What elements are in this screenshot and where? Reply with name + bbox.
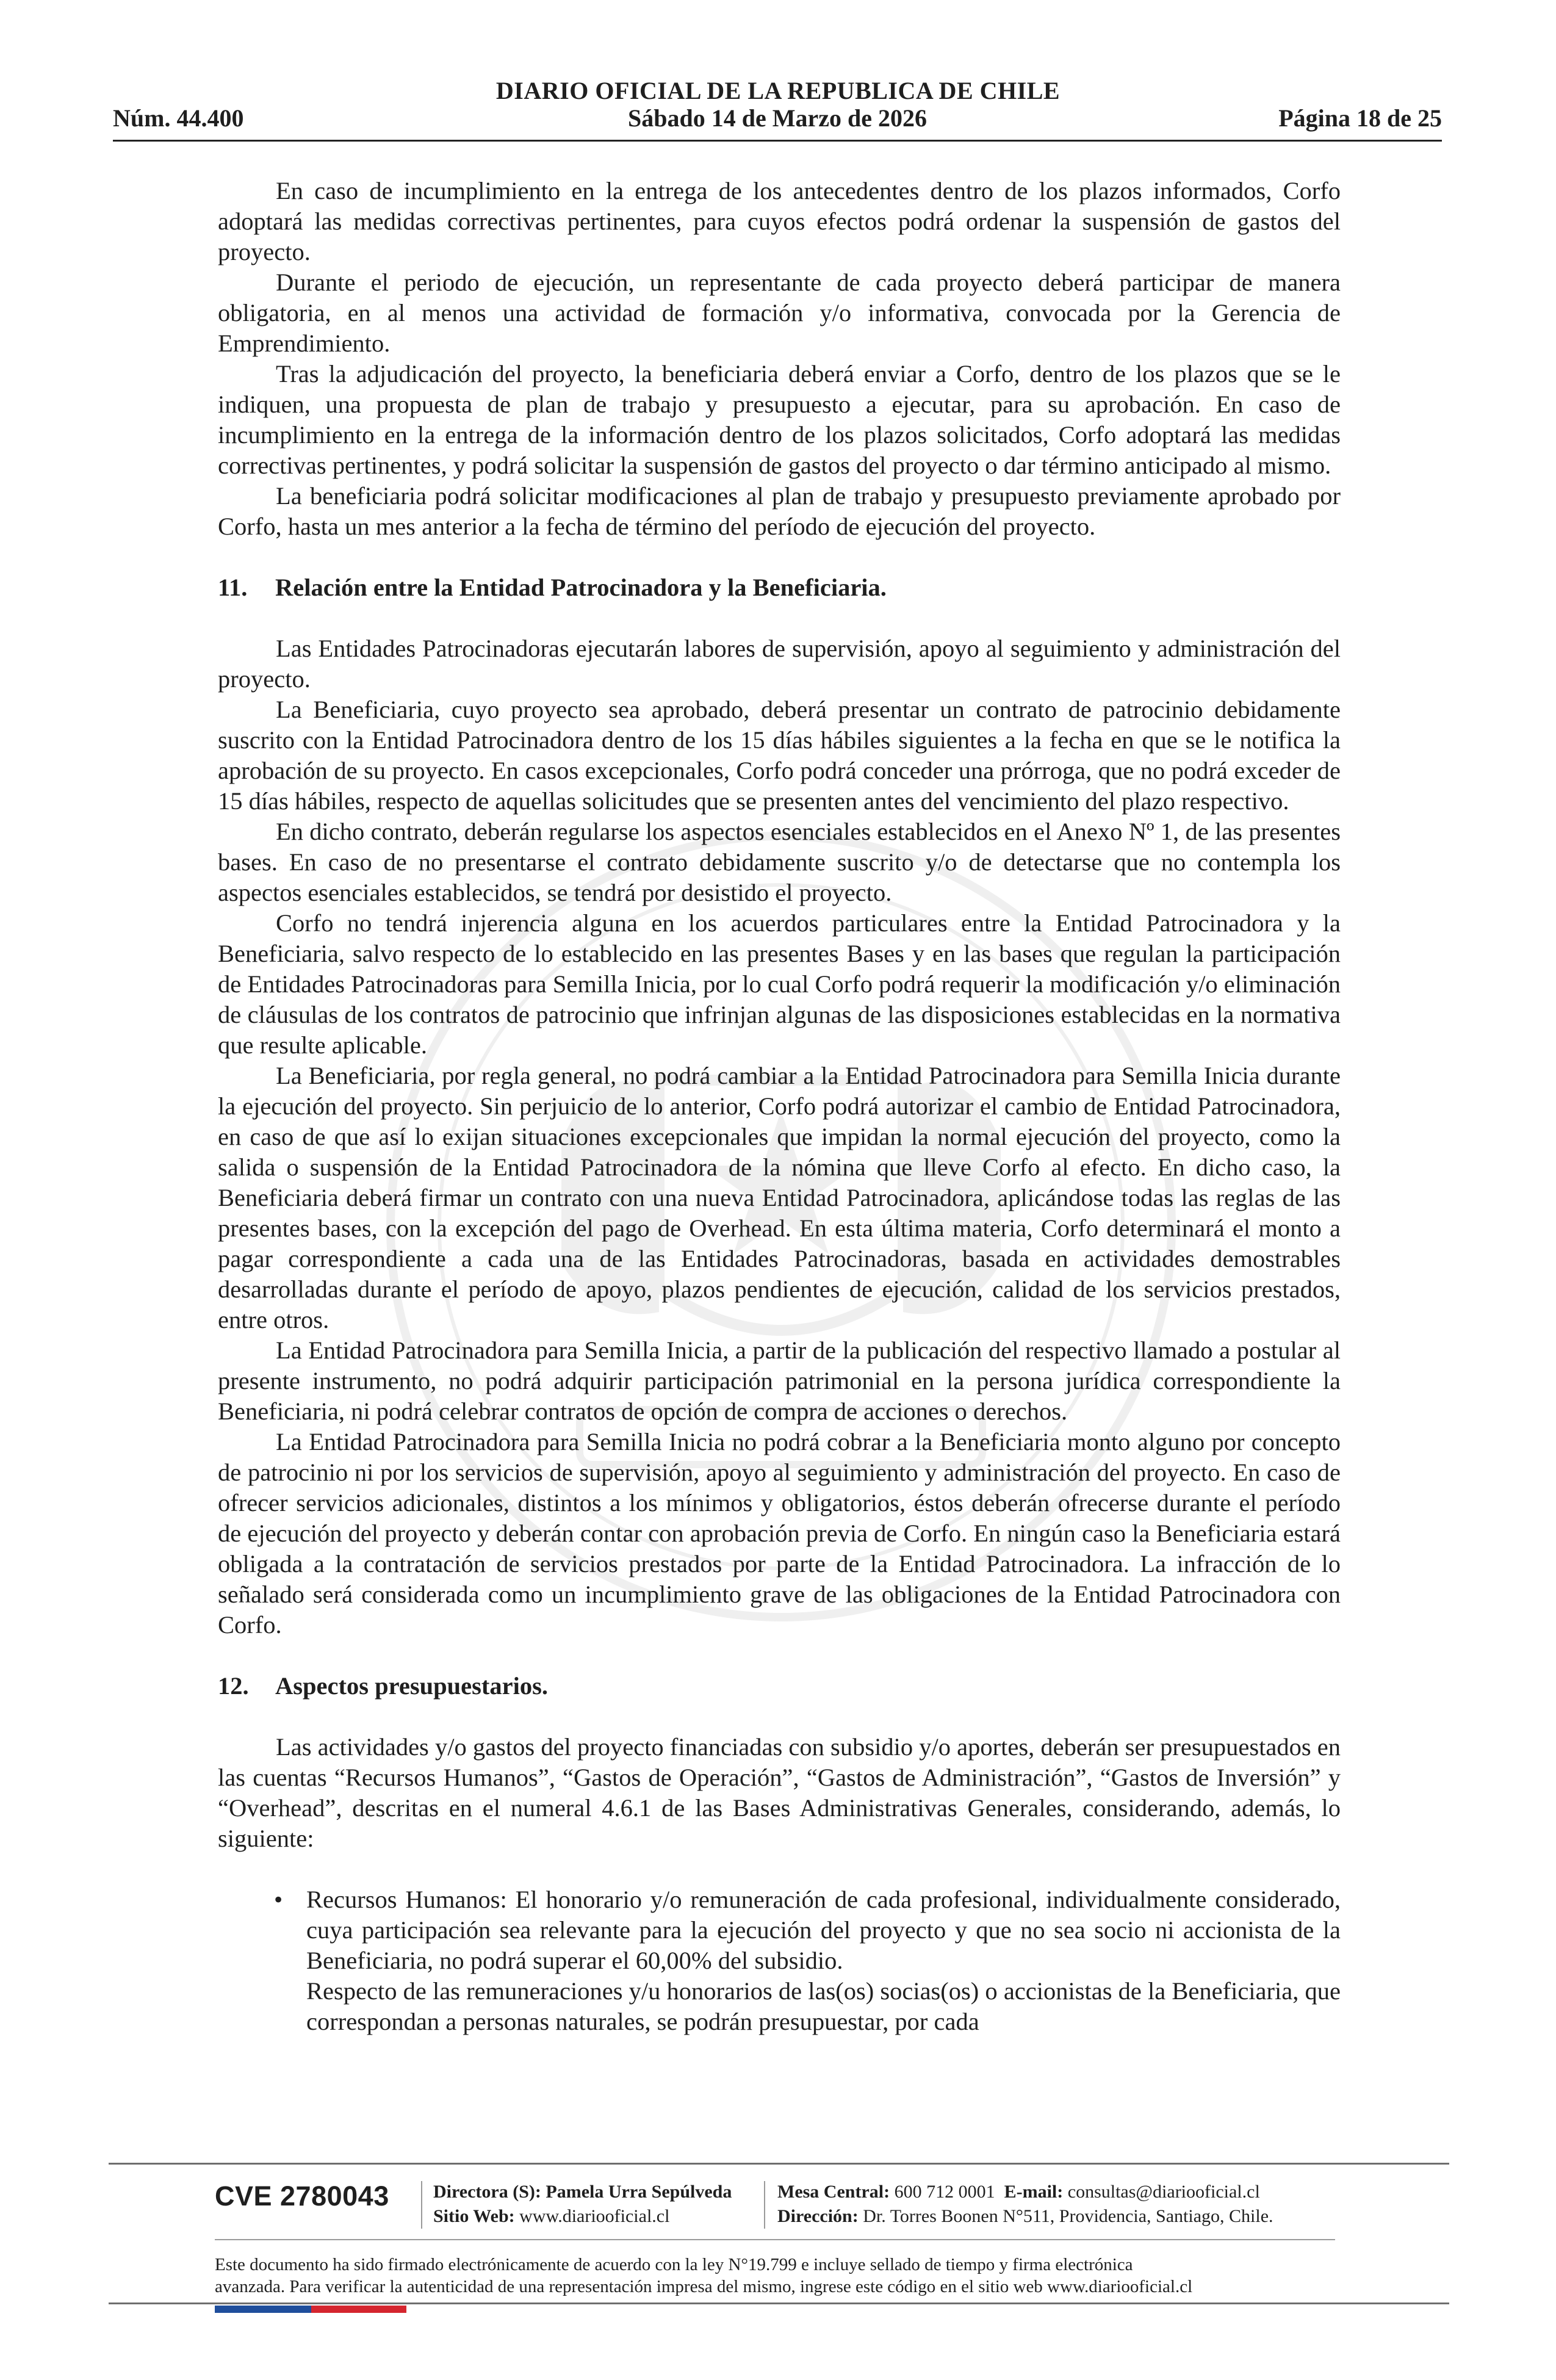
web-link[interactable]: www.diariooficial.cl (519, 2206, 670, 2226)
paragraph: En caso de incumplimiento en la entrega de los antecedentes dentro de los plazos informados, Corfo adoptará las medidas correctivas pertinentes, para cuyos efectos podrá ordenar la suspensión de gastos del proyecto. (218, 177, 1341, 265)
paragraph: Las Entidades Patrocinadoras ejecutarán labores de supervisión, apoyo al seguimiento y administración del proyecto. (218, 635, 1341, 693)
footer-contact-block (777, 2180, 1273, 2229)
newspaper-title: DIARIO OFICIAL DE LA REPUBLICA DE CHILE (495, 77, 1061, 104)
section-11-heading (218, 572, 1341, 603)
section-title: Relación entre la Entidad Patrocinadora y la Beneficiaria. (275, 574, 887, 601)
mesa-label: Mesa Central: (777, 2182, 890, 2202)
legal-notice (215, 2254, 1362, 2298)
footer-underline (215, 2239, 1335, 2240)
email-link[interactable]: consultas@diariooficial.cl (1067, 2182, 1260, 2202)
paragraph: En dicho contrato, deberán regularse los aspectos esenciales establecidos en el Anexo Nº 1, de las presentes bases. En caso de no presentarse el contrato debidamente suscrito y/o de detectarse que no contempla los aspectos esenciales establecidos, se tendrá por desistido el proyecto. (218, 818, 1341, 906)
paragraph: Corfo no tendrá injerencia alguna en los acuerdos particulares entre la Entidad Patrocinadora y la Beneficiaria, salvo respecto de lo establecido en las presentes Bases y en las bases que regulan la participación de Entidades Patrocinadoras para Semilla Inicia, por lo cual Corfo podrá requerir la modificación y/o eliminación de cláusulas de los contratos de patrocinio que infrinjan algunas de las disposiciones establecidas en la normativa que resulte aplicable. (218, 909, 1341, 1059)
footer-separator (421, 2181, 422, 2229)
paragraph: La Beneficiaria, cuyo proyecto sea aprobado, deberá presentar un contrato de patrocinio debidamente suscrito con la Entidad Patrocinadora dentro de los 15 días hábiles siguientes a la fecha en que se le notifica la aprobación de su proyecto. En casos excepcionales, Corfo podrá conceder una prórroga, que no podrá exceder de 15 días hábiles, respecto de aquellas solicitudes que se presenten antes del vencimiento del plazo respectivo. (218, 696, 1341, 815)
direccion-value: Dr. Torres Boonen N°511, Providencia, Santiago, Chile. (863, 2206, 1273, 2226)
flag-stripe-blue (215, 2306, 311, 2313)
legal-line: Este documento ha sido firmado electrónicamente de acuerdo con la ley N°19.799 e incluye sellado de tiempo y firma electrónica (215, 2255, 1133, 2274)
bullet-item (218, 1884, 1341, 2037)
document-body (218, 176, 1341, 2037)
footer-bottom-divider (109, 2302, 1449, 2304)
direccion-label: Dirección: (777, 2206, 859, 2226)
bullet-text: Respecto de las remuneraciones y/u honorarios de las(os) socias(os) o accionistas de la Beneficiaria, que correspondan a personas naturales, se podrán presupuestar, por cada (306, 1977, 1341, 2035)
web-label: Sitio Web: (433, 2206, 515, 2226)
page-number: Página 18 de 25 (1278, 104, 1442, 132)
legal-line: avanzada. Para verificar la autenticidad de una representación impresa del mismo, ingrese este código en el sitio web www.diariooficial.cl (215, 2277, 1193, 2296)
paragraph: La Beneficiaria, por regla general, no podrá cambiar a la Entidad Patrocinadora para Semilla Inicia durante la ejecución del proyecto. Sin perjuicio de lo anterior, Corfo podrá autorizar el cambio de Entidad Patrocinadora, en caso de que así lo exijan situaciones excepcionales que impidan la normal ejecución del proyecto, como la salida o suspensión de la Entidad Patrocinadora de la nómina que lleve Corfo al efecto. En dicho caso, la Beneficiaria deberá firmar un contrato con una nueva Entidad Patrocinadora, aplicándose todas las reglas de las presentes bases, con la excepción del pago de Overhead. En esta última materia, Corfo determinará el monto a pagar correspondiente a cada una de las Entidades Patrocinadoras, basada en actividades demostrables desarrolladas durante el período de apoyo, plazos pendientes de ejecución, calidad de los servicios prestados, entre otros. (218, 1062, 1341, 1333)
paragraph: Las actividades y/o gastos del proyecto financiadas con subsidio y/o aportes, deberán ser presupuestados en las cuentas “Recursos Humanos”, “Gastos de Operación”, “Gastos de Administración”, “Gastos de Inversión” y “Overhead”, descritas en el numeral 4.6.1 de las Bases Administrativas Generales, considerando, además, lo siguiente: (218, 1733, 1341, 1852)
paragraph: La Entidad Patrocinadora para Semilla Inicia, a partir de la publicación del respectivo llamado a postular al presente instrumento, no podrá adquirir participación patrimonial en la persona jurídica correspondiente la Beneficiaria, ni podrá celebrar contratos de opción de compra de acciones o derechos. (218, 1336, 1341, 1425)
directora-name: Pamela Urra Sepúlveda (546, 2182, 732, 2202)
section-12-heading (218, 1671, 1341, 1701)
cve-code: CVE 2780043 (215, 2180, 389, 2212)
paragraph: La Entidad Patrocinadora para Semilla Inicia no podrá cobrar a la Beneficiaria monto alguno por concepto de patrocinio ni por los servicios de supervisión, apoyo al seguimiento y administración del proyecto. En caso de ofrecer servicios adicionales, distintos a los mínimos y obligatorios, éstos deberán ofrecerse durante el período de ejecución del proyecto y deberán contar con aprobación previa de Corfo. En ningún caso la Beneficiaria estará obligada a la contratación de servicios prestados por parte de la Entidad Patrocinadora. La infracción de lo señalado será considerada como un incumplimiento grave de las obligaciones de la Entidad Patrocinadora con Corfo. (218, 1428, 1341, 1639)
section-number: 12. (218, 1672, 249, 1700)
header-row (113, 104, 1442, 135)
bullet-text: Recursos Humanos: El honorario y/o remuneración de cada profesional, individualmente considerado, cuya participación sea relevante para la ejecución del proyecto y que no sea socio ni accionista de la Beneficiaria, no podrá superar el 60,00% del subsidio. (306, 1886, 1341, 1974)
flag-stripe-red (311, 2306, 406, 2313)
directora-label: Directora (S): (433, 2182, 541, 2202)
section-number: 11. (218, 574, 248, 601)
paragraph: Tras la adjudicación del proyecto, la beneficiaria deberá enviar a Corfo, dentro de los plazos que se le indiquen, una propuesta de plan de trabajo y presupuesto a ejecutar, para su aprobación. En caso de incumplimiento en la entrega de la información dentro de los plazos solicitados, Corfo adoptará las medidas correctivas pertinentes, y podrá solicitar la suspensión de gastos del proyecto o dar término anticipado al mismo. (218, 360, 1341, 479)
bullet-icon: • (274, 1886, 283, 1913)
mesa-value: 600 712 0001 (894, 2182, 995, 2202)
paragraph: Durante el periodo de ejecución, un representante de cada proyecto deberá participar de manera obligatoria, en al menos una actividad de formación y/o informativa, convocada por la Gerencia de Emprendimiento. (218, 269, 1341, 357)
email-label: E-mail: (1004, 2182, 1064, 2202)
issue-date: Sábado 14 de Marzo de 2026 (628, 104, 927, 132)
footer-divider (109, 2163, 1449, 2165)
issue-number: Núm. 44.400 (113, 104, 244, 132)
header-divider (113, 140, 1442, 142)
footer-directora-block (433, 2180, 732, 2229)
paragraph: La beneficiaria podrá solicitar modificaciones al plan de trabajo y presupuesto previamente aprobado por Corfo, hasta un mes anterior a la fecha de término del período de ejecución del proyecto. (218, 482, 1341, 540)
footer-separator (764, 2181, 765, 2229)
section-title: Aspectos presupuestarios. (275, 1672, 549, 1700)
